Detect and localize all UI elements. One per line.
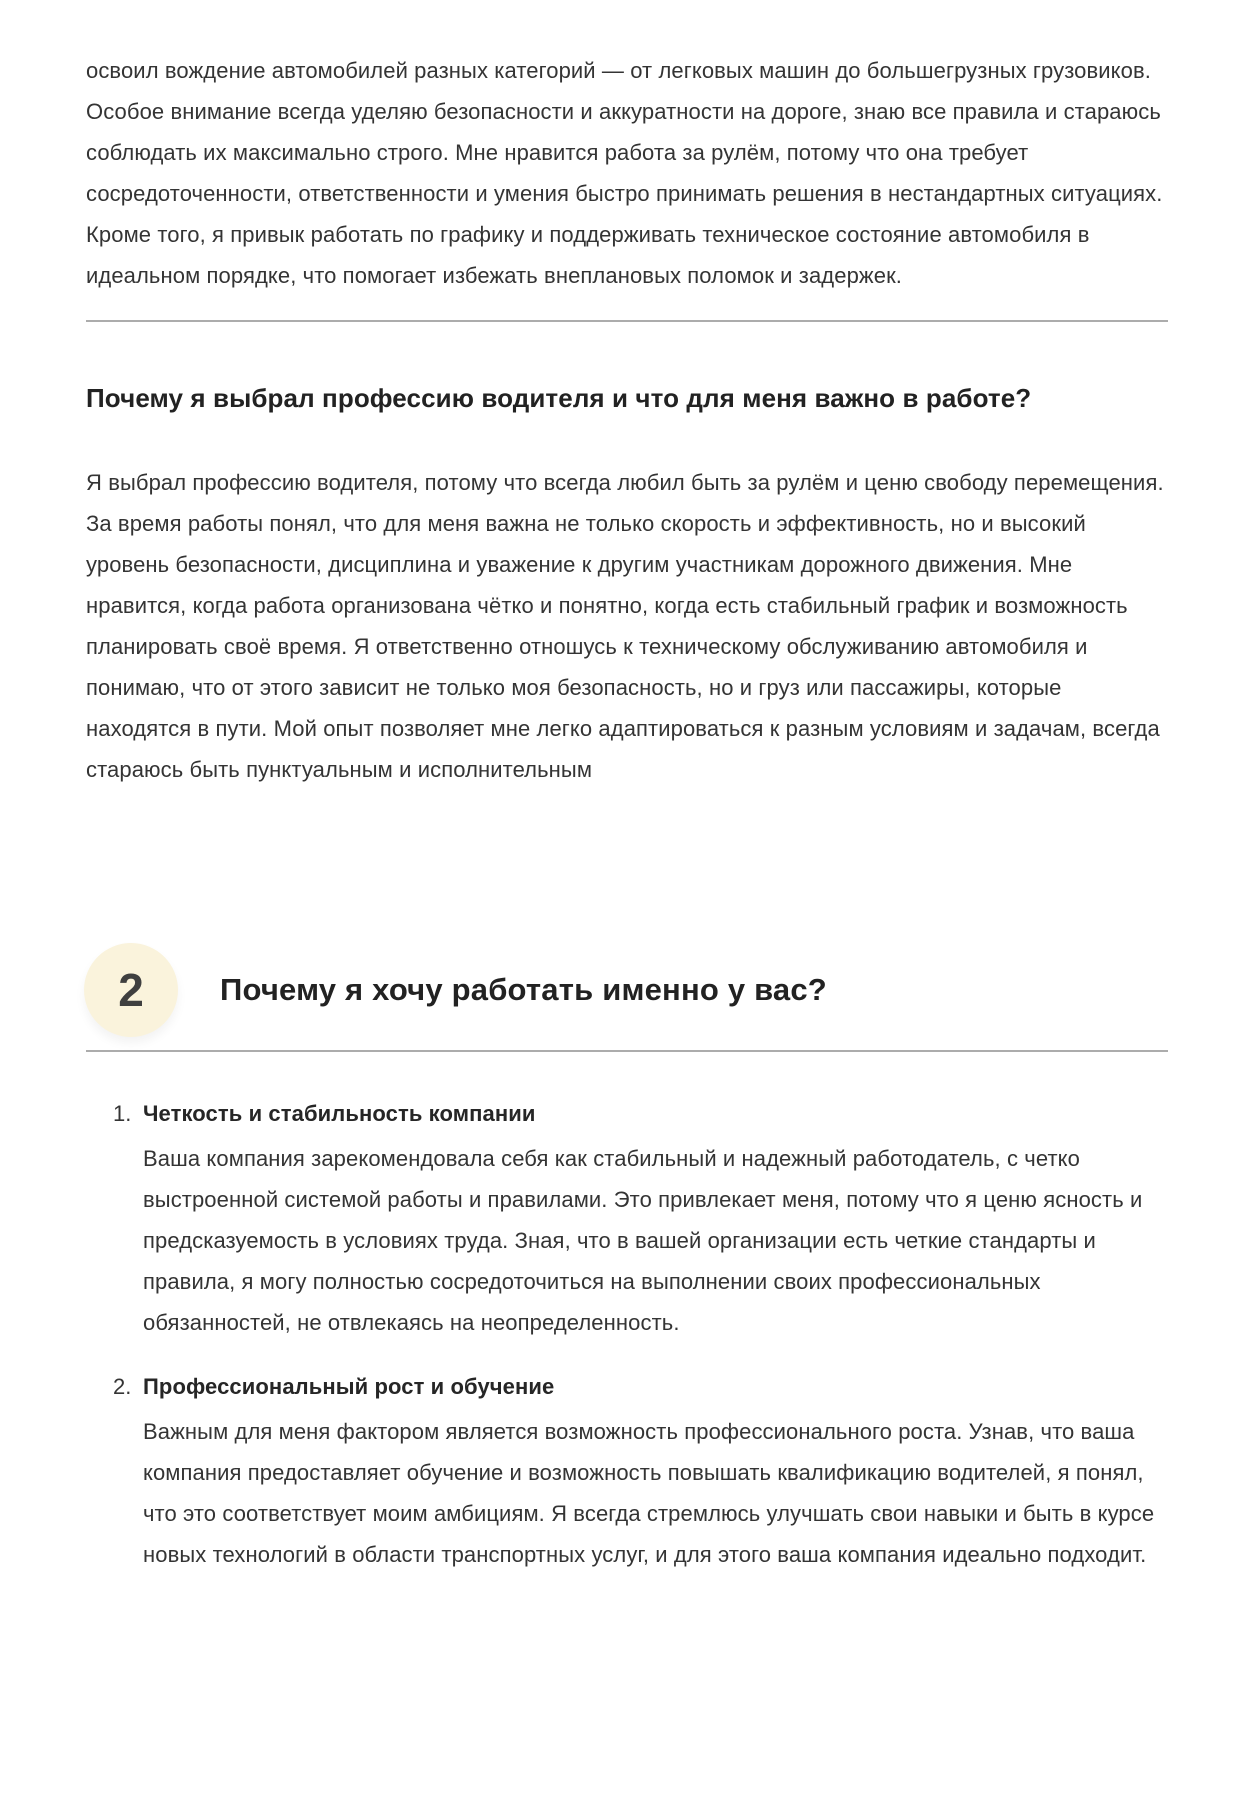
document-page [0, 50, 1239, 1803]
list-item-body: Важным для меня фактором является возможность профессионального роста. Узнав, что ваша компания предоставляет обучение и возможность повышать квалификацию водителей, я понял, что это соответствует моим амбициям. Я всегда стремлюсь улучшать свои навыки и быть в курсе новых технологий в области транспортных услуг, и для этого ваша компания идеально подходит. [143, 1419, 1155, 1567]
section-why-your-company [86, 943, 1168, 1575]
list-item-number: 2. [113, 1374, 132, 1399]
list-item-professional-growth [86, 1371, 1168, 1575]
section-number-badge [84, 943, 178, 1037]
why-your-company-heading: Почему я хочу работать именно у вас? [220, 972, 827, 1007]
why-chose-profession-paragraph: Я выбрал профессию водителя, потому что всегда любил быть за рулём и ценю свободу перемещения. За время работы понял, что для меня важна не только скорость и эффективность, но и высокий уровень безопасности, дисциплина и уважение к другим участникам дорожного движения. Мне нравится, когда работа организована чётко и понятно, когда есть стабильный график и возможность планировать своё время. Я ответственно отношусь к техническому обслуживанию автомобиля и понимаю, что от этого зависит не только моя безопасность, но и груз или пассажиры, которые находятся в пути. Мой опыт позволяет мне легко адаптироваться к разным условиям и задачам, всегда стараюсь быть пунктуальным и исполнительным [86, 470, 1164, 782]
list-item-title: Профессиональный рост и обучение [143, 1374, 555, 1399]
top-section-divider [86, 320, 1168, 322]
list-item-body: Ваша компания зарекомендовала себя как стабильный и надежный работодатель, с четко выстроенной системой работы и правилами. Это привлекает меня, потому что я ценю ясность и предсказуемость в условиях труда. Зная, что в вашей организации есть четкие стандарты и правила, я могу полностью сосредоточиться на выполнении своих профессиональных обязанностей, не отвлекаясь на неопределенность. [143, 1146, 1143, 1335]
why-chose-profession-heading: Почему я выбрал профессию водителя и что для меня важно в работе? [86, 383, 1032, 413]
section-why-chose-profession [86, 380, 1168, 790]
section-number: 2 [118, 964, 144, 1016]
list-item-clarity-stability [86, 1098, 1168, 1343]
section-header-divider [86, 1050, 1168, 1052]
list-item-number: 1. [113, 1101, 132, 1126]
list-item-title: Четкость и стабильность компании [143, 1101, 536, 1126]
reasons-list [86, 1098, 1168, 1575]
intro-paragraph: освоил вождение автомобилей разных категорий — от легковых машин до большегрузных грузовиков. Особое внимание всегда уделяю безопасности и аккуратности на дороге, знаю все правила и стараюсь соблюдать их максимально строго. Мне нравится работа за рулём, потому что она требует сосредоточенности, ответственности и умения быстро принимать решения в нестандартных ситуациях. Кроме того, я привык работать по графику и поддерживать техническое состояние автомобиля в идеальном порядке, что помогает избежать внеплановых поломок и задержек. [86, 58, 1163, 288]
section-header [86, 943, 1168, 1037]
